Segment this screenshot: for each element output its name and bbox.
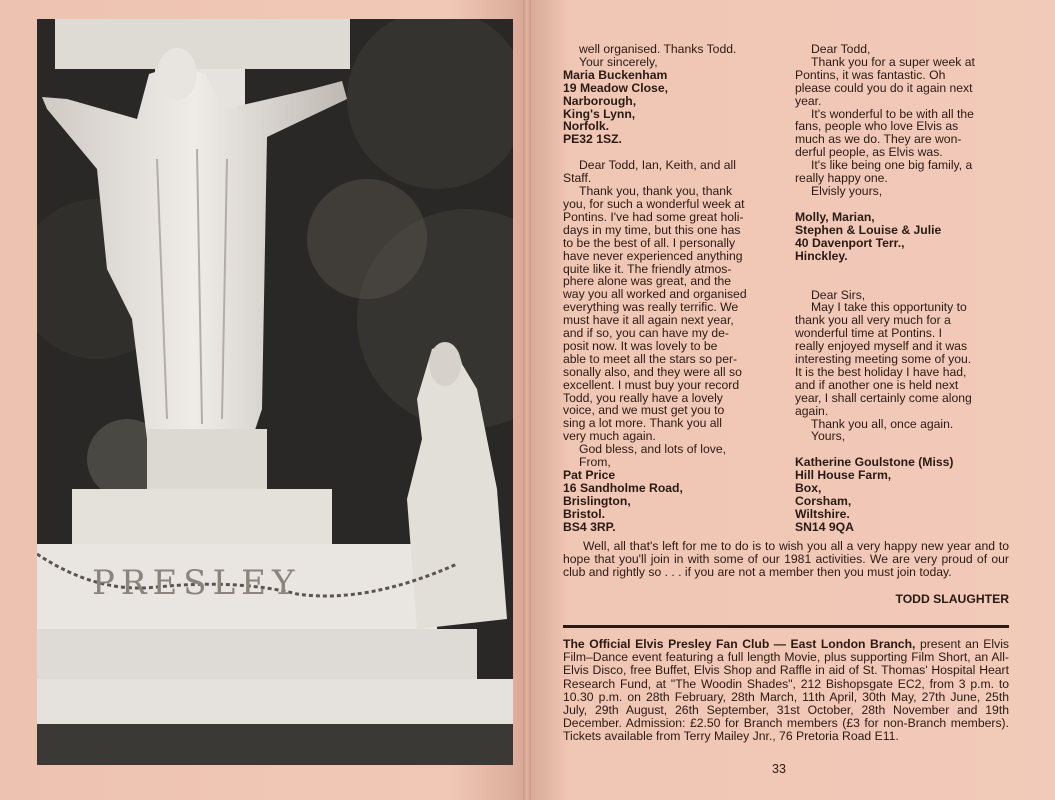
letter-line: and if so, you can have my de- [563,326,729,341]
letter-line: Thank you all, once again. [811,416,954,431]
letter-line: and if another one is held next [795,377,959,392]
letter-line: have never experienced anything [563,248,743,263]
letter-line: way you all worked and organised [563,287,747,302]
notice-lead: The Official Elvis Presley Fan Club — East London Branch, [563,637,916,651]
letter-line: everything was really terrific. We [563,300,739,315]
letter-line: Pontins, it was fantastic. Oh [795,67,946,82]
letter-line: quite like it. The friendly atmos- [563,261,732,276]
letter-line: It is the best holiday I have had, [795,364,967,379]
letters-column-right [795,43,1010,534]
statue-illustration [37,19,513,765]
letter-line: Thank you, thank you, thank [579,184,733,199]
address-line: Hinckley. [795,248,848,263]
signature: TODD SLAUGHTER [895,592,1009,606]
letter-line: Thank you for a super week at [811,54,975,69]
address-line: Wiltshire. [795,507,850,521]
letter-line: God bless, and lots of love, [579,442,727,457]
address-line: Pat Price [563,468,616,482]
letter-line: It's wonderful to be with all the [811,106,974,121]
letter-line: Yours, [811,429,846,444]
letter-line: Dear Todd, Ian, Keith, and all [579,158,736,173]
letter-line: Todd, you really have a lovely [563,390,723,405]
letter-line: May I take this opportunity to [811,300,967,315]
letter-line: From, [579,455,611,470]
address-line: 40 Davenport Terr., [795,235,905,250]
address-line: Brislington, [563,493,631,508]
letter-line: you, for such a wonderful week at [563,196,745,211]
letter-line: days in my time, but this one has [563,222,741,237]
address-line: Molly, Marian, [795,209,875,224]
letter-line: phere alone was great, and the [563,274,732,289]
address-line: Katherine Goulstone (Miss) [795,455,954,470]
letter-line: interesting meeting some of you. [795,352,972,367]
letter-line: please could you do it again next [795,80,973,95]
letter-line: fans, people who love Elvis as [795,119,959,134]
spacer [795,263,1010,276]
letters-column-left [563,43,778,534]
address-line: BS4 3RP. [563,519,616,534]
address-line: Corsham, [795,494,852,509]
address-line: 19 Meadow Close, [563,80,668,95]
letter-line: excellent. I must buy your record [563,377,740,392]
address-line: Maria Buckenham [563,67,668,82]
letter-line: sing a lot more. Thank you all [563,416,722,431]
letter-line: really enjoyed myself and it was [795,339,968,354]
letter-line: Your sincerely, [579,54,658,69]
address-line: Box, [795,481,822,496]
event-notice [563,638,1009,744]
address-line: 16 Sandholme Road, [563,480,683,495]
address-line: King's Lynn, [563,106,636,121]
address-line: PE32 1SZ. [563,132,622,147]
notice-body: present an Elvis Film–Dance event featuring a full length Movie, plus supporting Film Short, an All-Elvis Disco, free Buffet, Elvis Shop and Raffle in aid of St. Thomas' Hospital Heart Research Fund, at "The Woodin Shades", 212 Bishopsgate EC2, from 3 p.m. to 10.30 p.m. on 28th February, 28th March, 11th April, 30th May, 27th June, 25th July, 29th August, 26th September, 31st October, 28th November and 19th December. Admission: £2.50 for Branch members (£3 for non-Branch members). Tickets available from Terry Mailey Jnr., 76 Pretoria Road E11. [563,637,1009,744]
section-divider [563,625,1009,628]
letter-line: voice, and we must get you to [563,403,725,418]
letter-line: derful people, as Elvis was. [795,145,943,160]
letter-line: again. [795,403,829,418]
page-number: 33 [772,762,786,776]
address-line: Bristol. [563,506,605,521]
letter-line: thank you all very much for a [795,313,951,328]
spacer [795,276,1010,289]
address-line: Stephen & Louise & Julie [795,222,942,237]
letter-line: very much again. [563,429,656,444]
letter-line: wonderful time at Pontins. I [795,326,942,341]
letter-line: Pontins. I've had some great holi- [563,209,744,224]
letter-line: to be the best of all. I personally [563,235,736,250]
letter-line: really happy one. [795,171,888,186]
closing-message: Well, all that's left for me to do is to wish you all a very happy new year and to hope that you'll join in with some of our 1981 activities. We are very proud of our club and rightly so . . . if you are not a member then you must join today. [563,539,1009,579]
letter-line: able to meet all the stars so per- [563,351,738,366]
address-line: Narborough, [563,93,637,108]
spacer [795,198,1010,211]
letter-line: year, I shall certainly come along [795,390,972,405]
letter-line: Dear Sirs, [811,287,866,302]
letter-line: must have it all again next year, [563,313,734,328]
page-spine [523,0,531,800]
letter-line: Dear Todd, [811,42,871,56]
address-line: SN14 9QA [795,519,854,534]
letter-line: sonally also, and they were all so [563,364,742,379]
address-line: Norfolk. [563,119,610,134]
letter-line: It's like being one big family, a [811,158,973,173]
letter-line: Staff. [563,171,592,186]
presley-engraving: PRESLEY [92,563,301,603]
letter-line: much as we do. They are won- [795,132,962,147]
address-line: Hill House Farm, [795,468,892,483]
letter-line: posit now. It was lovely to be [563,338,718,353]
letter-line: well organised. Thanks Todd. [579,42,737,56]
letter-line: year. [795,93,822,108]
letter-line: Elvisly yours, [811,183,883,198]
memorial-photo [37,19,513,765]
